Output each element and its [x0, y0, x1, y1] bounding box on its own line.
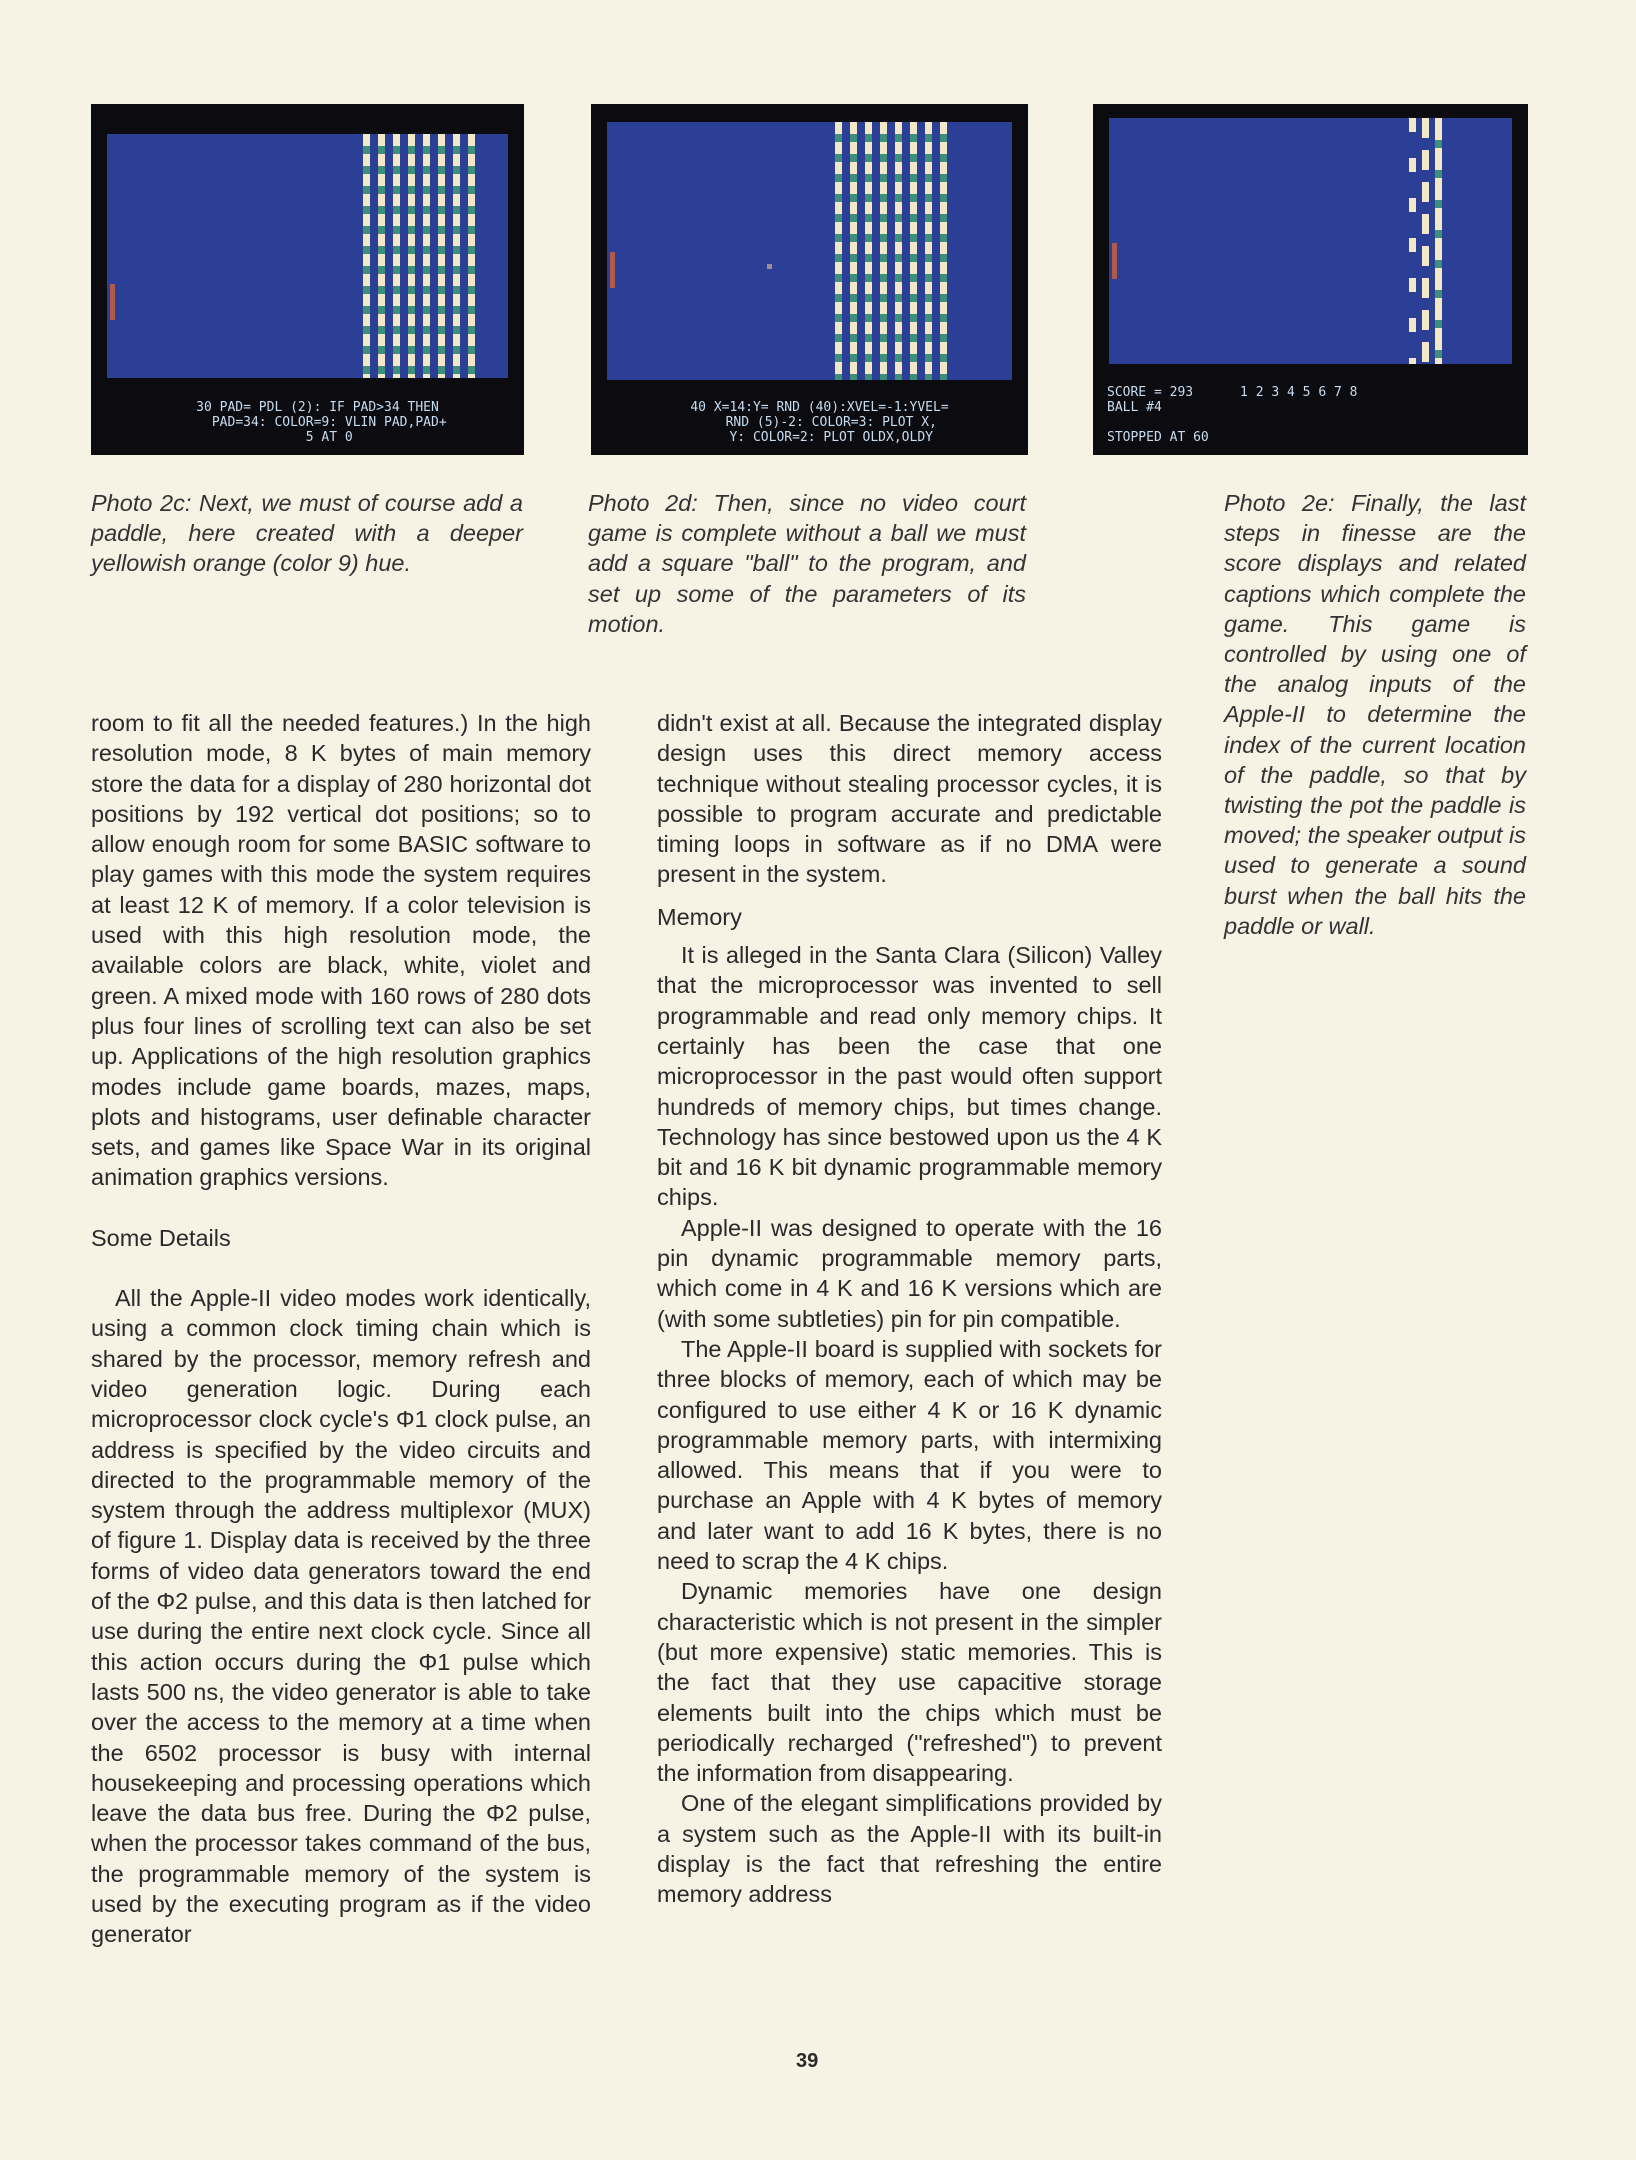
caption-2d: Photo 2d: Then, since no video court game is complete without a ball we must add a square "ball" to the program, and set up some of the parameters of its motion.: [588, 490, 1026, 637]
photo-2c: [91, 104, 524, 455]
section-heading: Memory: [657, 903, 742, 930]
paragraph: All the Apple-II video modes work identically, using a common clock timing chain which is shared by the processor, memory refresh and video generation logic. During each microprocessor clock cycle's Φ1 clock pulse, an address is specified by the video circuits and directed to the programmable memory of the system through the address multiplexor (MUX) of figure 1. Display data is received by the three forms of video data generators toward the end of the Φ2 pulse, and this data is then latched for use during the entire next clock cycle. Since all this action occurs during the Φ1 pulse which lasts 500 ns, the video generator is able to take over the access to the memory at a time when the 6502 processor is busy with internal housekeeping and processing operations which leave the data bus free. During the Φ2 pulse, when the processor takes command of the bus, the programmable memory of the system is used by the executing program as if the video generator: [91, 1285, 591, 1948]
basic-code: 30 PAD= PDL (2): IF PAD>34 THEN PAD=34: COLOR=9: VLIN PAD,PAD+ 5 AT 0: [196, 400, 447, 445]
column-2: [657, 708, 1162, 1910]
screen: [607, 122, 1012, 380]
ball: [767, 264, 772, 269]
caption-2c: Photo 2c: Next, we must of course add a paddle, here created with a deeper yellowish orange (color 9) hue.: [91, 490, 523, 577]
page-number: 39: [796, 2050, 819, 2072]
photo-2d: [591, 104, 1028, 455]
score-display: SCORE = 293 1 2 3 4 5 6 7 8 BALL #4 STOPPED AT 60: [1107, 385, 1358, 445]
paddle: [1112, 243, 1117, 279]
paragraph: The Apple-II board is supplied with sockets for three blocks of memory, each of which may be configured to use either 4 K or 16 K dynamic programmable memory parts, with intermixing allowed. This means that if you were to purchase an Apple with 4 K bytes of memory and later want to add 16 K bytes, there is no need to scrap the 4 K chips.: [657, 1335, 1162, 1575]
screen: [1109, 118, 1512, 364]
column-1: [91, 708, 591, 1950]
caption-2e: Photo 2e: Finally, the last steps in finesse are the score displays and related captions which complete the game. This game is controlled by using one of the analog inputs of the Apple-II to determine the index of the current location of the paddle, so that by twisting the pot the paddle is moved; the speaker output is used to generate a sound burst when the ball hits the paddle or wall.: [1224, 490, 1526, 939]
photo-2e: [1093, 104, 1528, 455]
screen: [107, 134, 508, 378]
basic-code: 40 X=14:Y= RND (40):XVEL=-1:YVEL= RND (5)-2: COLOR=3: PLOT X, Y: COLOR=2: PLOT OLDX,OLDY: [690, 400, 949, 445]
section-heading: Some Details: [91, 1224, 231, 1251]
paragraph: Apple-II was designed to operate with the 16 pin dynamic programmable memory parts, which come in 4 K and 16 K versions which are (with some subtleties) pin for pin compatible.: [657, 1214, 1162, 1332]
paragraph: It is alleged in the Santa Clara (Silicon) Valley that the microprocessor was invented to sell programmable and read only memory chips. It certainly has been the case that one microprocessor in the past would often support hundreds of memory chips, but times change. Technology has since bestowed upon us the 4 K bit and 16 K bit dynamic programmable memory chips.: [657, 942, 1162, 1211]
brick-wall: [363, 134, 475, 378]
paddle: [610, 252, 615, 288]
paragraph: room to fit all the needed features.) In the high resolution mode, 8 K bytes of main memory store the data for a display of 280 horizontal dot positions by 192 vertical dot positions; so to allow enough room for some BASIC software to play games with this mode the system requires at least 12 K of memory. If a color television is used with this high resolution mode, the available colors are black, white, violet and green. A mixed mode with 160 rows of 280 dots plus four lines of scrolling text can also be set up. Applications of the high resolution graphics modes include game boards, mazes, maps, plots and histograms, user definable character sets, and games like Space War in its original animation graphics versions.: [91, 710, 591, 1191]
paddle: [110, 284, 115, 320]
brick-wall: [835, 122, 947, 380]
paragraph: Dynamic memories have one design characteristic which is not present in the simpler (but more expensive) static memories. This is the fact that they use capacitive storage elements built into the chips which must be periodically recharged ("refreshed") to prevent the information from disappearing.: [657, 1578, 1162, 1787]
paragraph: didn't exist at all. Because the integrated display design uses this direct memory access technique without stealing processor cycles, it is possible to program accurate and predictable timing loops in software as if no DMA were present in the system.: [657, 710, 1162, 888]
score-digits: [1409, 118, 1442, 364]
paragraph: One of the elegant simplifications provided by a system such as the Apple-II with its built-in display is the fact that refreshing the entire memory address: [657, 1790, 1162, 1908]
